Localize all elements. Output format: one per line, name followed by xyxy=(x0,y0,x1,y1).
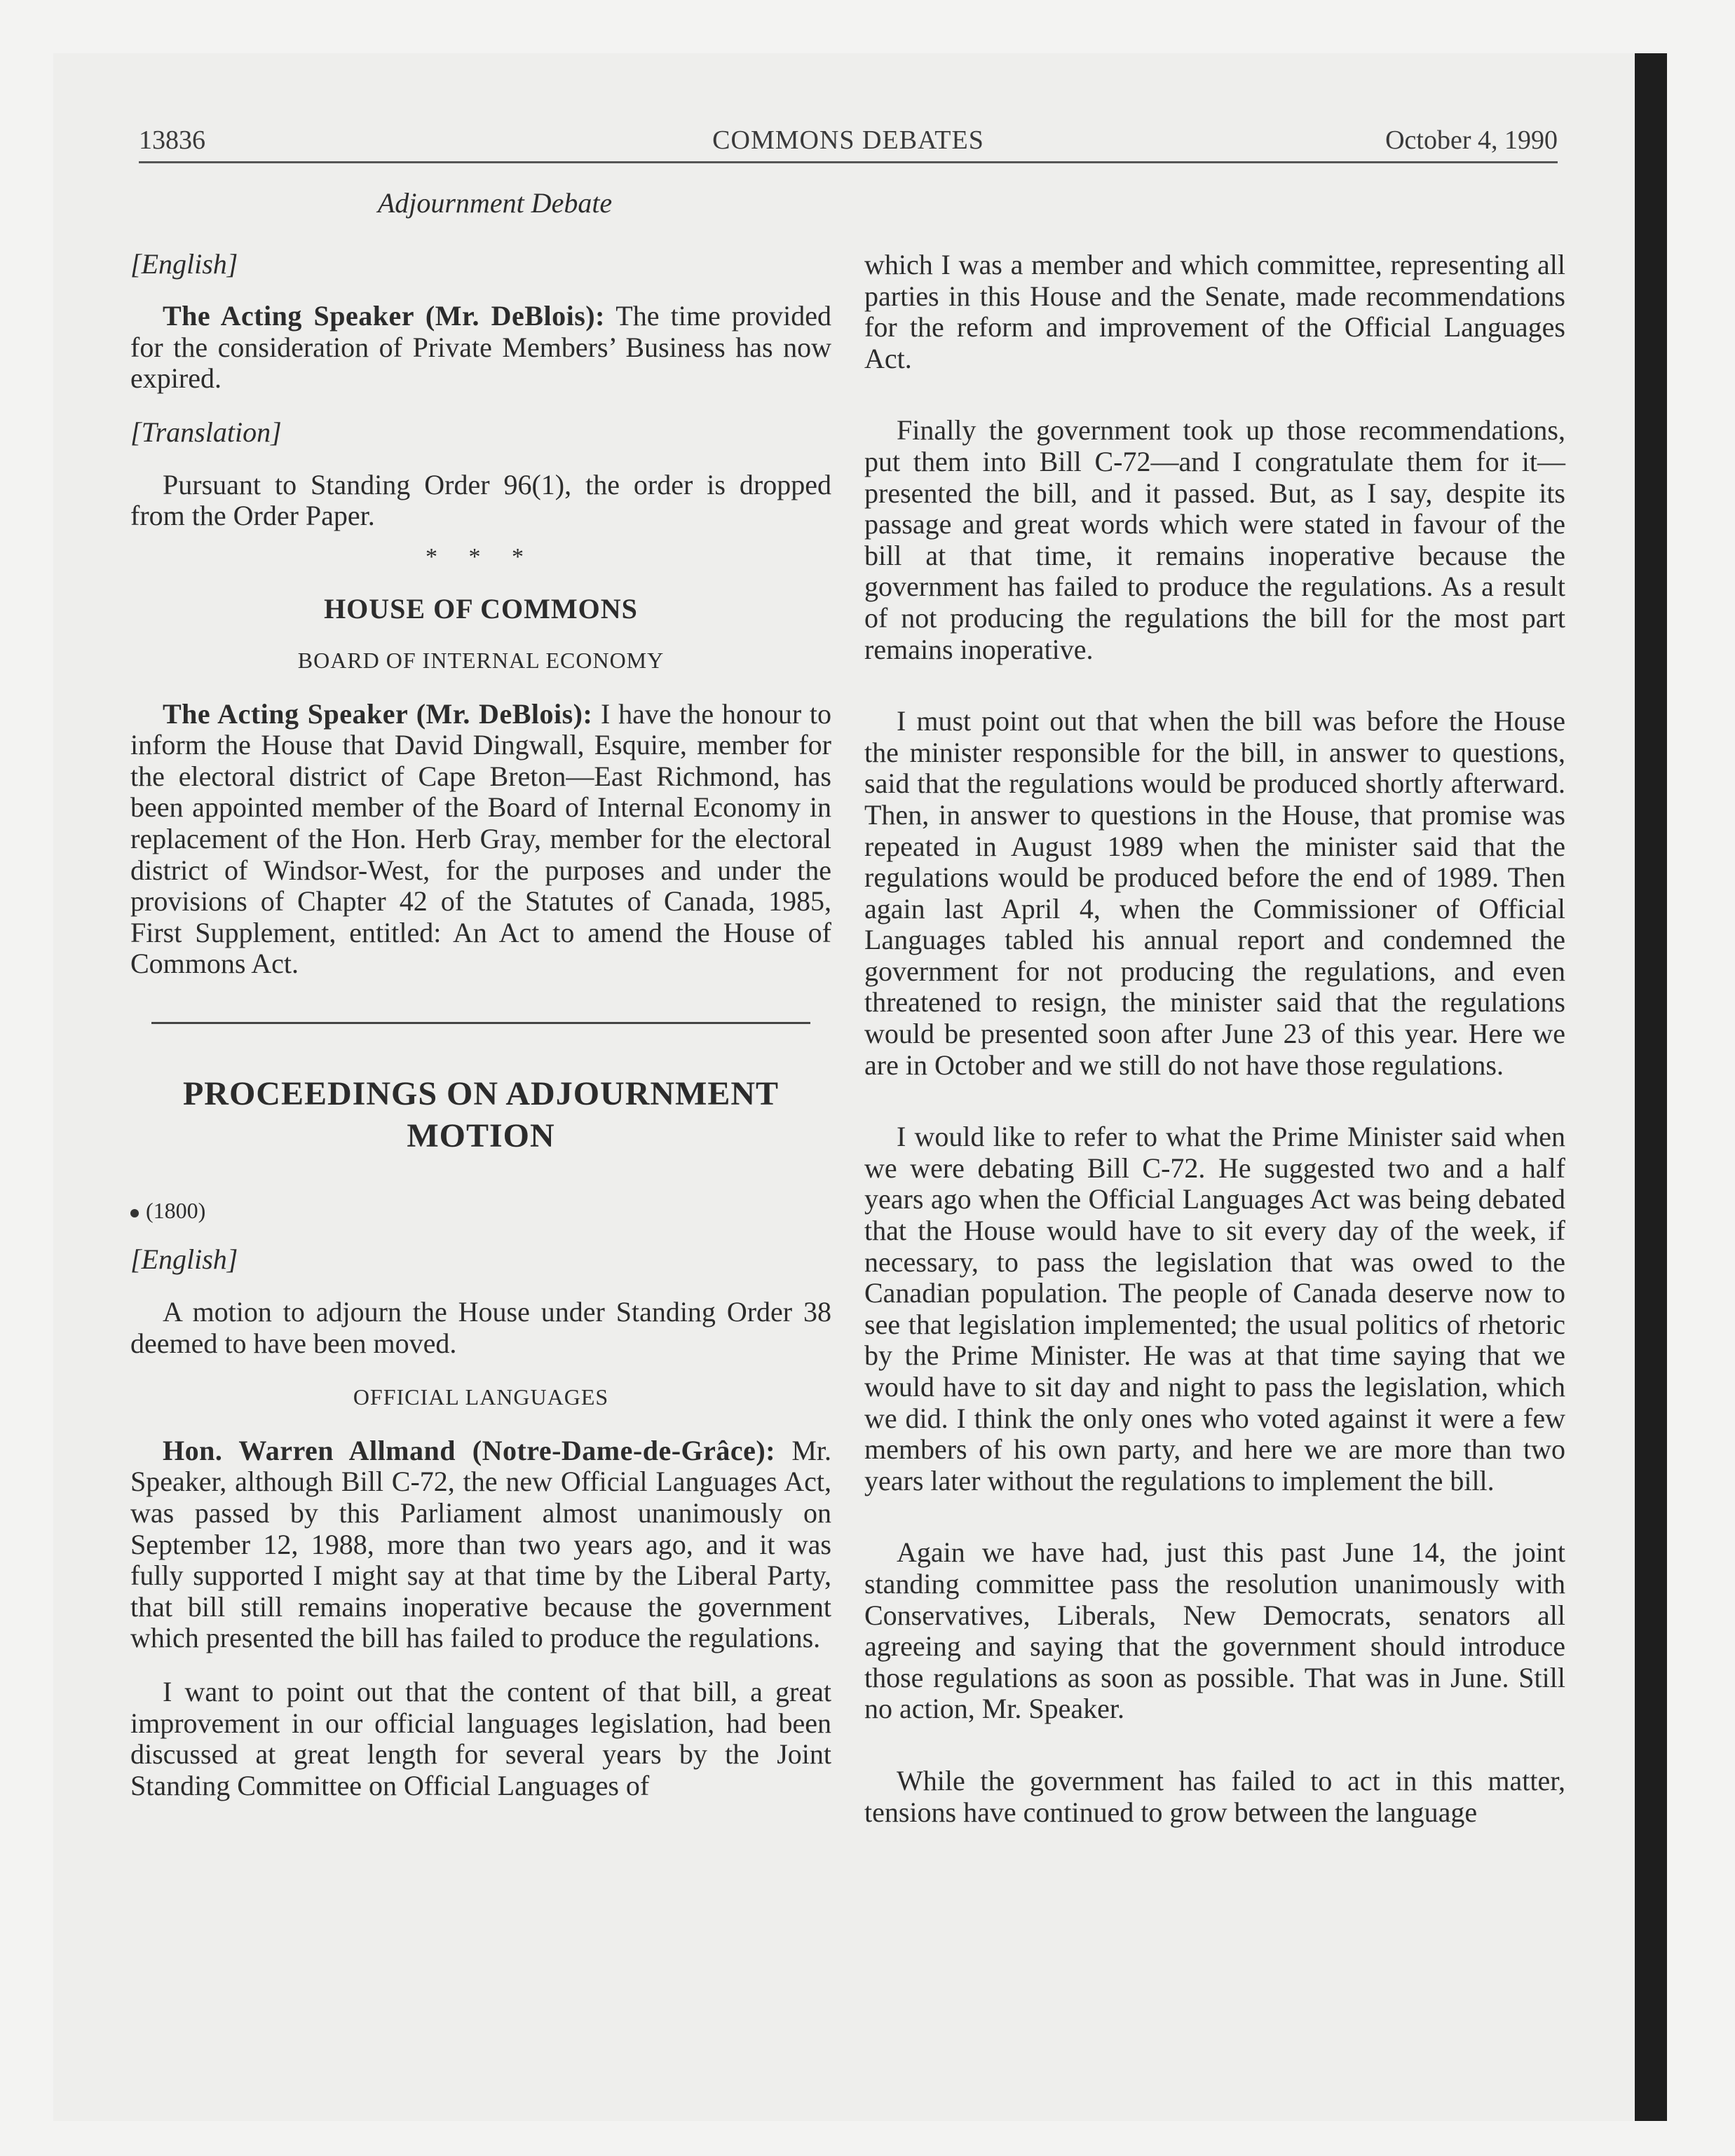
subheading-board-of-internal-economy: BOARD OF INTERNAL ECONOMY xyxy=(297,647,665,673)
language-marker-english: [English] xyxy=(130,247,238,280)
time-marker xyxy=(130,1195,831,1227)
paragraph: I would like to refer to what the Prime Minister said when we were debating Bill C-72. He suggested two and a half years ago when the Official Languages Act was being debated that the House would have to sit every day of the week, if necessary, to pass the legislation that was owed to the Canadian population. The people of Canada deserve now to see that legislation implemented; the usual politics of rhetoric by the Prime Minister. He was at that time saying that we would have to sit day and night to pass the legislation, which we did. I think the only ones who voted against it were a few members of his own party, and here we are more than two years later without the regulations to implement the bill. xyxy=(864,1121,1565,1496)
section-stars: * * * xyxy=(426,543,536,570)
speaker-name: Hon. Warren Allmand (Notre-Dame-de-Grâce): xyxy=(163,1434,776,1466)
paragraph: Pursuant to Standing Order 96(1), the order is dropped from the Order Paper. xyxy=(130,468,831,532)
paragraph: which I was a member and which committee, representing all parties in this House and the Senate, made recommendations for the reform and improvement of the Official Languages Act. xyxy=(864,249,1565,374)
page-date: October 4, 1990 xyxy=(1385,125,1558,155)
time-marker-text: (1800) xyxy=(146,1197,206,1223)
page-header xyxy=(139,125,1558,158)
speech-text: The time provided for the consideration of Private Members’ Business has now expired. xyxy=(130,300,831,395)
paragraph: While the government has failed to act in this matter, tensions have continued to grow between the language xyxy=(864,1764,1565,1828)
speaker-name: The Acting Speaker (Mr. DeBlois): xyxy=(163,300,605,332)
section-heading-proceedings: PROCEEDINGS ON ADJOURNMENT MOTION xyxy=(182,1074,780,1154)
paragraph: Finally the government took up those recommendations, put them into Bill C-72—and I congratulate them for it—presented the bill, and it passed. But, as I say, despite its passage and great words which were stated in favour of the bill at that time, it remains inoperative because the government has failed to produce the regulations. As a result of not producing the regulations the bill for the most part remains inoperative. xyxy=(864,414,1565,665)
paragraph: I must point out that when the bill was before the House the minister responsible for the bill, in answer to questions, said that the regulations would be produced shortly afterward. Then, in answer to questions in the House, that promise was repeated in August 1989 when the minister said that the regulations would be produced before the end of 1989. Then again last April 4, when the Commissioner of Official Languages tabled his annual report and condemned the government for not producing the regulations, and even threatened to resign, the minister said that the regulations would be presented soon after June 23 of this year. Here we are in October and we still do not have those regulations. xyxy=(864,705,1565,1081)
section-heading-house-of-commons: HOUSE OF COMMONS xyxy=(324,593,638,625)
scan-edge-shadow xyxy=(1635,53,1667,2121)
bullet-icon xyxy=(130,1209,139,1217)
running-head: Adjournment Debate xyxy=(377,187,613,219)
paragraph: A motion to adjourn the House under Standing Order 38 deemed to have been moved. xyxy=(130,1296,831,1359)
header-rule xyxy=(139,161,1558,163)
language-marker-english: [English] xyxy=(130,1243,238,1276)
speaker-paragraph xyxy=(130,1435,831,1654)
speaker-paragraph xyxy=(130,301,831,395)
subheading-official-languages: OFFICIAL LANGUAGES xyxy=(353,1384,609,1410)
publication-title: COMMONS DEBATES xyxy=(712,125,984,155)
speech-text: I have the honour to inform the House that David Dingwall, Esquire, member for the electoral district of Cape Breton—East Richmond, has been appointed member of the Board of Internal Economy in replacement of the Hon. Herb Gray, member for the electoral district of Windsor-West, for the purposes and under the provisions of Chapter 42 of the Statutes of Canada, 1985, First Supplement, entitled: An Act to amend the House of Commons Act. xyxy=(130,697,831,980)
language-marker-translation: [Translation] xyxy=(130,416,282,448)
left-column xyxy=(130,181,831,1801)
speech-text: Mr. Speaker, although Bill C-72, the new Official Languages Act, was passed by this Parliament almost unanimously on September 12, 1988, more than two years ago, and it was fully supported I might say at that time by the Liberal Party, that bill still remains inoperative because the government which presented the bill has failed to produce the regulations. xyxy=(130,1434,831,1654)
section-divider xyxy=(151,1022,810,1024)
speaker-paragraph xyxy=(130,699,831,980)
speaker-name: The Acting Speaker (Mr. DeBlois): xyxy=(163,697,593,730)
right-column xyxy=(864,250,1565,1828)
paragraph: Again we have had, just this past June 14, the joint standing committee pass the resolution unanimously with Conservatives, Liberals, New Democrats, senators all agreeing and saying that the government should introduce those regulations as soon as possible. That was in June. Still no action, Mr. Speaker. xyxy=(864,1536,1565,1725)
paragraph: I want to point out that the content of that bill, a great improvement in our official languages legislation, had been discussed at great length for several years by the Joint Standing Committee on Official Languages of xyxy=(130,1676,831,1801)
page-number: 13836 xyxy=(139,125,205,155)
